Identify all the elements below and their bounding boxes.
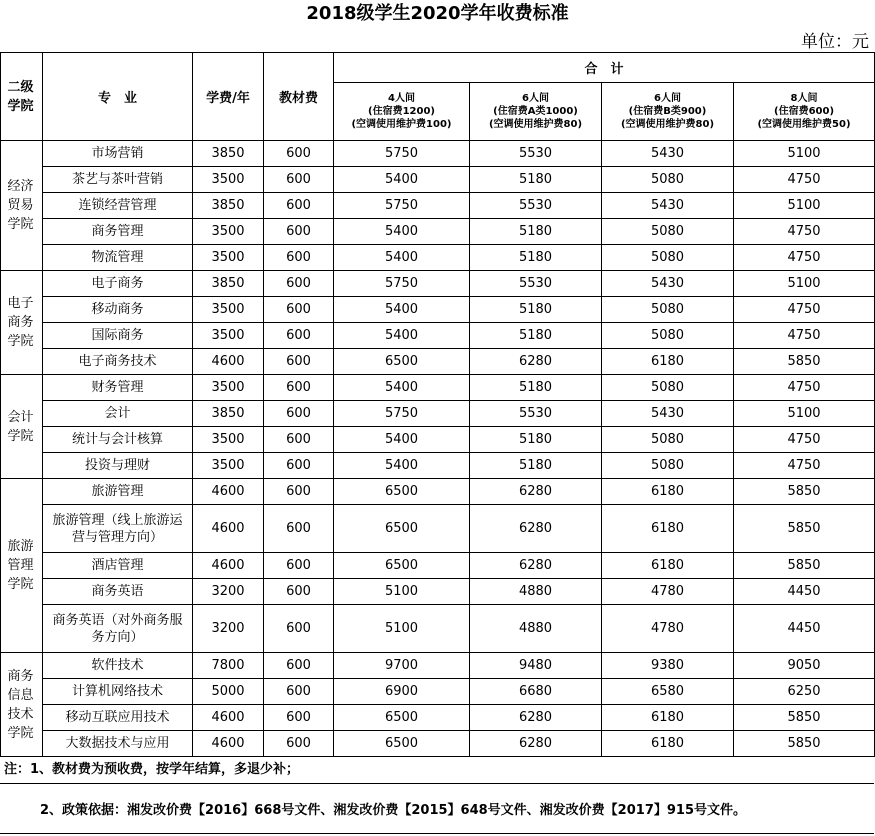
room-6b-total: 5080: [602, 323, 734, 349]
room-6a-total: 5180: [470, 219, 602, 245]
room-6a-total: 6280: [470, 505, 602, 553]
header-materials: 教材费: [264, 53, 334, 141]
major-cell: 商务管理: [43, 219, 193, 245]
room-4-total: 6500: [334, 349, 470, 375]
major-cell: 软件技术: [43, 653, 193, 679]
room-4-total: 5100: [334, 579, 470, 605]
table-row: [1, 579, 875, 605]
tuition-cell: 4600: [193, 553, 264, 579]
room-6b-total: 6180: [602, 349, 734, 375]
room-6b-total: 5080: [602, 427, 734, 453]
major-cell: 国际商务: [43, 323, 193, 349]
college-cell: 经济贸易学院: [1, 141, 43, 271]
room-6a-total: 6280: [470, 731, 602, 757]
tuition-cell: 4600: [193, 505, 264, 553]
table-row: [1, 401, 875, 427]
room-4-total: 6500: [334, 553, 470, 579]
major-cell: 移动互联应用技术: [43, 705, 193, 731]
major-cell: 投资与理财: [43, 453, 193, 479]
header-room-6a: 6人间 (住宿费A类1000) (空调使用维护费80): [470, 83, 602, 141]
tuition-cell: 3500: [193, 245, 264, 271]
major-cell: 电子商务技术: [43, 349, 193, 375]
materials-cell: 600: [264, 427, 334, 453]
table-row: [1, 167, 875, 193]
room-6a-total: 5180: [470, 375, 602, 401]
page-title: 2018级学生2020学年收费标准: [306, 3, 569, 24]
room-6b-total: 6180: [602, 731, 734, 757]
table-row: [1, 349, 875, 375]
major-cell: 酒店管理: [43, 553, 193, 579]
tuition-cell: 3500: [193, 167, 264, 193]
room-6a-total: 6280: [470, 553, 602, 579]
table-row: [1, 679, 875, 705]
major-cell: 电子商务: [43, 271, 193, 297]
tuition-cell: 3500: [193, 297, 264, 323]
college-cell: 电子商务学院: [1, 271, 43, 375]
materials-cell: 600: [264, 141, 334, 167]
fee-table: [0, 52, 875, 757]
room-6a-total: 6680: [470, 679, 602, 705]
room-6b-total: 5080: [602, 245, 734, 271]
materials-cell: 600: [264, 245, 334, 271]
tuition-cell: 4600: [193, 349, 264, 375]
room-6b-total: 5080: [602, 453, 734, 479]
materials-cell: 600: [264, 705, 334, 731]
major-cell: 会计: [43, 401, 193, 427]
room-4-total: 6500: [334, 505, 470, 553]
room-6a-total: 9480: [470, 653, 602, 679]
room-4-total: 9700: [334, 653, 470, 679]
divider: [0, 833, 874, 834]
room-4-total: 6500: [334, 705, 470, 731]
room-8-total: 4750: [734, 375, 875, 401]
college-cell: 商务信息技术学院: [1, 653, 43, 757]
room-6b-total: 5080: [602, 219, 734, 245]
room-6a-total: 5180: [470, 297, 602, 323]
major-cell: 商务英语（对外商务服务方向）: [43, 605, 193, 653]
header-room-4: 4人间 (住宿费1200) (空调使用维护费100): [334, 83, 470, 141]
room-4-total: 5750: [334, 193, 470, 219]
materials-cell: 600: [264, 271, 334, 297]
table-row: [1, 505, 875, 553]
fee-table-body: [1, 141, 875, 757]
room-6b-total: 9380: [602, 653, 734, 679]
room-6a-total: 5530: [470, 141, 602, 167]
room-8-total: 5100: [734, 401, 875, 427]
room-8-total: 5850: [734, 705, 875, 731]
room-8-total: 5850: [734, 505, 875, 553]
materials-cell: 600: [264, 167, 334, 193]
room-8-total: 5850: [734, 349, 875, 375]
materials-cell: 600: [264, 553, 334, 579]
tuition-cell: 4600: [193, 479, 264, 505]
room-6b-total: 6180: [602, 705, 734, 731]
tuition-cell: 4600: [193, 705, 264, 731]
materials-cell: 600: [264, 679, 334, 705]
major-cell: 财务管理: [43, 375, 193, 401]
room-4-total: 5400: [334, 427, 470, 453]
header-room-6b: 6人间 (住宿费B类900) (空调使用维护费80): [602, 83, 734, 141]
room-6a-total: 4880: [470, 605, 602, 653]
materials-cell: 600: [264, 323, 334, 349]
room-6b-total: 6180: [602, 505, 734, 553]
materials-cell: 600: [264, 731, 334, 757]
major-cell: 茶艺与茶叶营销: [43, 167, 193, 193]
room-8-total: 4750: [734, 245, 875, 271]
room-8-total: 5850: [734, 553, 875, 579]
tuition-cell: 3850: [193, 141, 264, 167]
room-8-total: 9050: [734, 653, 875, 679]
table-row: [1, 219, 875, 245]
tuition-cell: 3500: [193, 375, 264, 401]
note-2: 2、政策依据：湘发改价费【2016】668号文件、湘发改价费【2015】648号文件、湘发改价费【2017】915号文件。: [40, 803, 746, 818]
college-cell: 会计学院: [1, 375, 43, 479]
room-6b-total: 5430: [602, 141, 734, 167]
note-1: 注：1、教材费为预收费，按学年结算，多退少补；: [4, 762, 300, 777]
room-6b-total: 5080: [602, 375, 734, 401]
tuition-cell: 3500: [193, 219, 264, 245]
room-8-total: 4750: [734, 167, 875, 193]
room-6a-total: 5180: [470, 323, 602, 349]
header-tuition: 学费/年: [193, 53, 264, 141]
room-8-total: 5100: [734, 141, 875, 167]
college-cell: 旅游管理学院: [1, 479, 43, 653]
room-6a-total: 5180: [470, 427, 602, 453]
major-cell: 旅游管理: [43, 479, 193, 505]
materials-cell: 600: [264, 193, 334, 219]
room-4-total: 5100: [334, 605, 470, 653]
header-major: 专 业: [43, 53, 193, 141]
header-total: 合 计: [334, 53, 875, 83]
room-8-total: 4750: [734, 297, 875, 323]
major-cell: 旅游管理（线上旅游运营与管理方向）: [43, 505, 193, 553]
table-row: [1, 193, 875, 219]
materials-cell: 600: [264, 579, 334, 605]
tuition-cell: 3850: [193, 271, 264, 297]
room-6a-total: 5530: [470, 271, 602, 297]
room-8-total: 6250: [734, 679, 875, 705]
materials-cell: 600: [264, 349, 334, 375]
tuition-cell: 4600: [193, 731, 264, 757]
room-6b-total: 5080: [602, 167, 734, 193]
room-4-total: 6900: [334, 679, 470, 705]
room-6b-total: 6180: [602, 479, 734, 505]
room-4-total: 5400: [334, 167, 470, 193]
table-row: [1, 731, 875, 757]
tuition-cell: 5000: [193, 679, 264, 705]
room-6b-total: 5430: [602, 271, 734, 297]
table-row: [1, 705, 875, 731]
tuition-cell: 3500: [193, 453, 264, 479]
room-6a-total: 6280: [470, 349, 602, 375]
materials-cell: 600: [264, 453, 334, 479]
room-4-total: 5400: [334, 375, 470, 401]
room-4-total: 5400: [334, 297, 470, 323]
room-6a-total: 6280: [470, 479, 602, 505]
divider: [0, 783, 874, 784]
major-cell: 计算机网络技术: [43, 679, 193, 705]
room-6b-total: 4780: [602, 605, 734, 653]
header-room-8: 8人间 (住宿费600) (空调使用维护费50): [734, 83, 875, 141]
room-4-total: 5400: [334, 453, 470, 479]
materials-cell: 600: [264, 653, 334, 679]
room-4-total: 6500: [334, 479, 470, 505]
room-8-total: 4750: [734, 323, 875, 349]
room-4-total: 5400: [334, 219, 470, 245]
tuition-cell: 3500: [193, 427, 264, 453]
materials-cell: 600: [264, 297, 334, 323]
table-row: [1, 375, 875, 401]
room-8-total: 5850: [734, 731, 875, 757]
room-4-total: 5750: [334, 401, 470, 427]
room-8-total: 5100: [734, 271, 875, 297]
tuition-cell: 7800: [193, 653, 264, 679]
table-row: [1, 245, 875, 271]
room-4-total: 5400: [334, 245, 470, 271]
unit-label: 单位：元: [801, 32, 869, 52]
major-cell: 连锁经营管理: [43, 193, 193, 219]
materials-cell: 600: [264, 219, 334, 245]
room-6b-total: 5430: [602, 401, 734, 427]
major-cell: 移动商务: [43, 297, 193, 323]
room-4-total: 5750: [334, 141, 470, 167]
materials-cell: 600: [264, 479, 334, 505]
materials-cell: 600: [264, 505, 334, 553]
room-6a-total: 4880: [470, 579, 602, 605]
table-row: [1, 553, 875, 579]
major-cell: 大数据技术与应用: [43, 731, 193, 757]
room-8-total: 4450: [734, 579, 875, 605]
major-cell: 商务英语: [43, 579, 193, 605]
room-8-total: 4750: [734, 427, 875, 453]
room-6b-total: 6580: [602, 679, 734, 705]
header-college: 二级学院: [1, 53, 43, 141]
room-6a-total: 5530: [470, 193, 602, 219]
table-row: [1, 297, 875, 323]
tuition-cell: 3850: [193, 193, 264, 219]
tuition-cell: 3850: [193, 401, 264, 427]
room-8-total: 5850: [734, 479, 875, 505]
room-6b-total: 5080: [602, 297, 734, 323]
tuition-cell: 3500: [193, 323, 264, 349]
room-6b-total: 5430: [602, 193, 734, 219]
room-4-total: 6500: [334, 731, 470, 757]
room-8-total: 4750: [734, 219, 875, 245]
materials-cell: 600: [264, 605, 334, 653]
table-row: [1, 141, 875, 167]
materials-cell: 600: [264, 401, 334, 427]
room-6a-total: 5180: [470, 167, 602, 193]
major-cell: 市场营销: [43, 141, 193, 167]
room-6b-total: 6180: [602, 553, 734, 579]
room-6a-total: 5530: [470, 401, 602, 427]
room-8-total: 4750: [734, 453, 875, 479]
table-row: [1, 427, 875, 453]
table-row: [1, 605, 875, 653]
table-row: [1, 479, 875, 505]
table-row: [1, 323, 875, 349]
room-6b-total: 4780: [602, 579, 734, 605]
materials-cell: 600: [264, 375, 334, 401]
tuition-cell: 3200: [193, 605, 264, 653]
room-6a-total: 5180: [470, 245, 602, 271]
room-8-total: 4450: [734, 605, 875, 653]
room-8-total: 5100: [734, 193, 875, 219]
table-row: [1, 271, 875, 297]
room-6a-total: 5180: [470, 453, 602, 479]
major-cell: 统计与会计核算: [43, 427, 193, 453]
tuition-cell: 3200: [193, 579, 264, 605]
table-row: [1, 653, 875, 679]
room-4-total: 5750: [334, 271, 470, 297]
room-4-total: 5400: [334, 323, 470, 349]
table-row: [1, 453, 875, 479]
major-cell: 物流管理: [43, 245, 193, 271]
room-6a-total: 6280: [470, 705, 602, 731]
